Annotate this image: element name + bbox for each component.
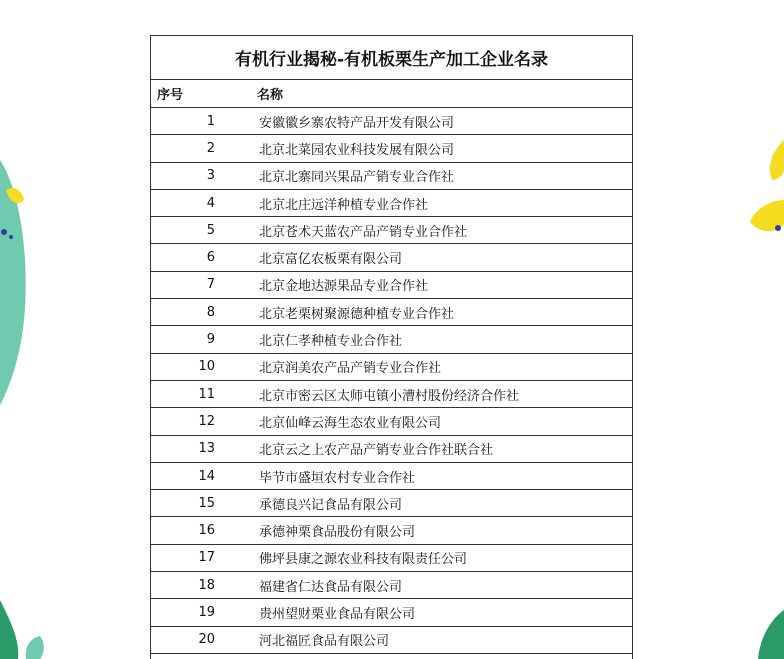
row-number: 20 bbox=[198, 632, 215, 648]
row-number: 14 bbox=[198, 468, 215, 484]
row-number: 9 bbox=[206, 332, 215, 348]
row-company-name: 北京北寨同兴果品产销专业合作社 bbox=[259, 170, 455, 186]
row-number: 15 bbox=[198, 495, 215, 511]
row-number: 13 bbox=[198, 441, 215, 457]
row-number: 10 bbox=[198, 359, 215, 375]
table-body bbox=[151, 108, 632, 654]
row-number: 18 bbox=[198, 577, 215, 593]
table-row bbox=[151, 217, 632, 244]
row-number: 16 bbox=[198, 523, 215, 539]
row-number: 8 bbox=[206, 304, 215, 320]
row-company-name: 北京市密云区太师屯镇小漕村股份经济合作社 bbox=[259, 388, 520, 404]
company-list-table bbox=[150, 35, 633, 659]
row-number: 11 bbox=[198, 386, 215, 402]
bottom-left-leaf-decoration bbox=[0, 600, 50, 659]
row-company-name: 佛坪县康之源农业科技有限责任公司 bbox=[259, 552, 468, 568]
table-row bbox=[151, 272, 632, 299]
table-row bbox=[151, 517, 632, 544]
left-leaf-decoration bbox=[0, 150, 40, 410]
table-row bbox=[151, 436, 632, 463]
table-row bbox=[151, 135, 632, 162]
row-number: 2 bbox=[206, 140, 215, 156]
right-flower-decoration bbox=[744, 140, 784, 250]
row-company-name: 北京北庄远洋种植专业合作社 bbox=[259, 197, 429, 213]
row-company-name: 承德神栗食品股份有限公司 bbox=[259, 525, 416, 541]
table-row bbox=[151, 490, 632, 517]
table-row bbox=[151, 627, 632, 654]
page-title: 有机行业揭秘-有机板栗生产加工企业名录 bbox=[151, 36, 632, 80]
table-row bbox=[151, 108, 632, 135]
table-row bbox=[151, 163, 632, 190]
row-company-name: 北京富亿农板栗有限公司 bbox=[259, 252, 403, 268]
table-row bbox=[151, 326, 632, 353]
table-row bbox=[151, 408, 632, 435]
table-row bbox=[151, 572, 632, 599]
row-number: 12 bbox=[198, 413, 215, 429]
row-company-name: 北京苍术天蓝农产品产销专业合作社 bbox=[259, 224, 468, 240]
row-company-name: 河北福匠食品有限公司 bbox=[259, 634, 390, 650]
table-row bbox=[151, 354, 632, 381]
row-company-name: 承德良兴记食品有限公司 bbox=[259, 497, 403, 513]
row-company-name: 北京仁孝种植专业合作社 bbox=[259, 334, 403, 350]
row-number: 3 bbox=[206, 168, 215, 184]
row-company-name: 北京云之上农产品产销专业合作社联合社 bbox=[259, 443, 494, 459]
table-row bbox=[151, 463, 632, 490]
row-company-name: 北京润美农产品产销专业合作社 bbox=[259, 361, 442, 377]
row-number: 4 bbox=[206, 195, 215, 211]
table-row bbox=[151, 244, 632, 271]
row-company-name: 福建省仁达食品有限公司 bbox=[259, 579, 403, 595]
row-number: 17 bbox=[198, 550, 215, 566]
table-row bbox=[151, 545, 632, 572]
row-number: 1 bbox=[206, 113, 215, 129]
row-company-name: 贵州望财栗业食品有限公司 bbox=[259, 606, 416, 622]
row-company-name: 北京老栗树聚源德种植专业合作社 bbox=[259, 306, 455, 322]
row-number: 19 bbox=[198, 604, 215, 620]
row-number: 5 bbox=[206, 222, 215, 238]
table-row bbox=[151, 299, 632, 326]
table-row bbox=[151, 599, 632, 626]
table-row bbox=[151, 190, 632, 217]
row-company-name: 北京金地达源果品专业合作社 bbox=[259, 279, 429, 295]
row-company-name: 毕节市盛垣农村专业合作社 bbox=[259, 470, 416, 486]
header-name: 名称 bbox=[257, 88, 284, 103]
bottom-right-leaf-decoration bbox=[744, 610, 784, 659]
table-row bbox=[151, 381, 632, 408]
table-header bbox=[151, 80, 632, 108]
header-number: 序号 bbox=[157, 88, 184, 103]
row-company-name: 北京仙峰云海生态农业有限公司 bbox=[259, 415, 442, 431]
row-company-name: 北京北菜园农业科技发展有限公司 bbox=[259, 142, 455, 158]
row-company-name: 安徽徽乡寨农特产品开发有限公司 bbox=[259, 115, 455, 131]
row-number: 6 bbox=[206, 250, 215, 266]
row-number: 7 bbox=[206, 277, 215, 293]
